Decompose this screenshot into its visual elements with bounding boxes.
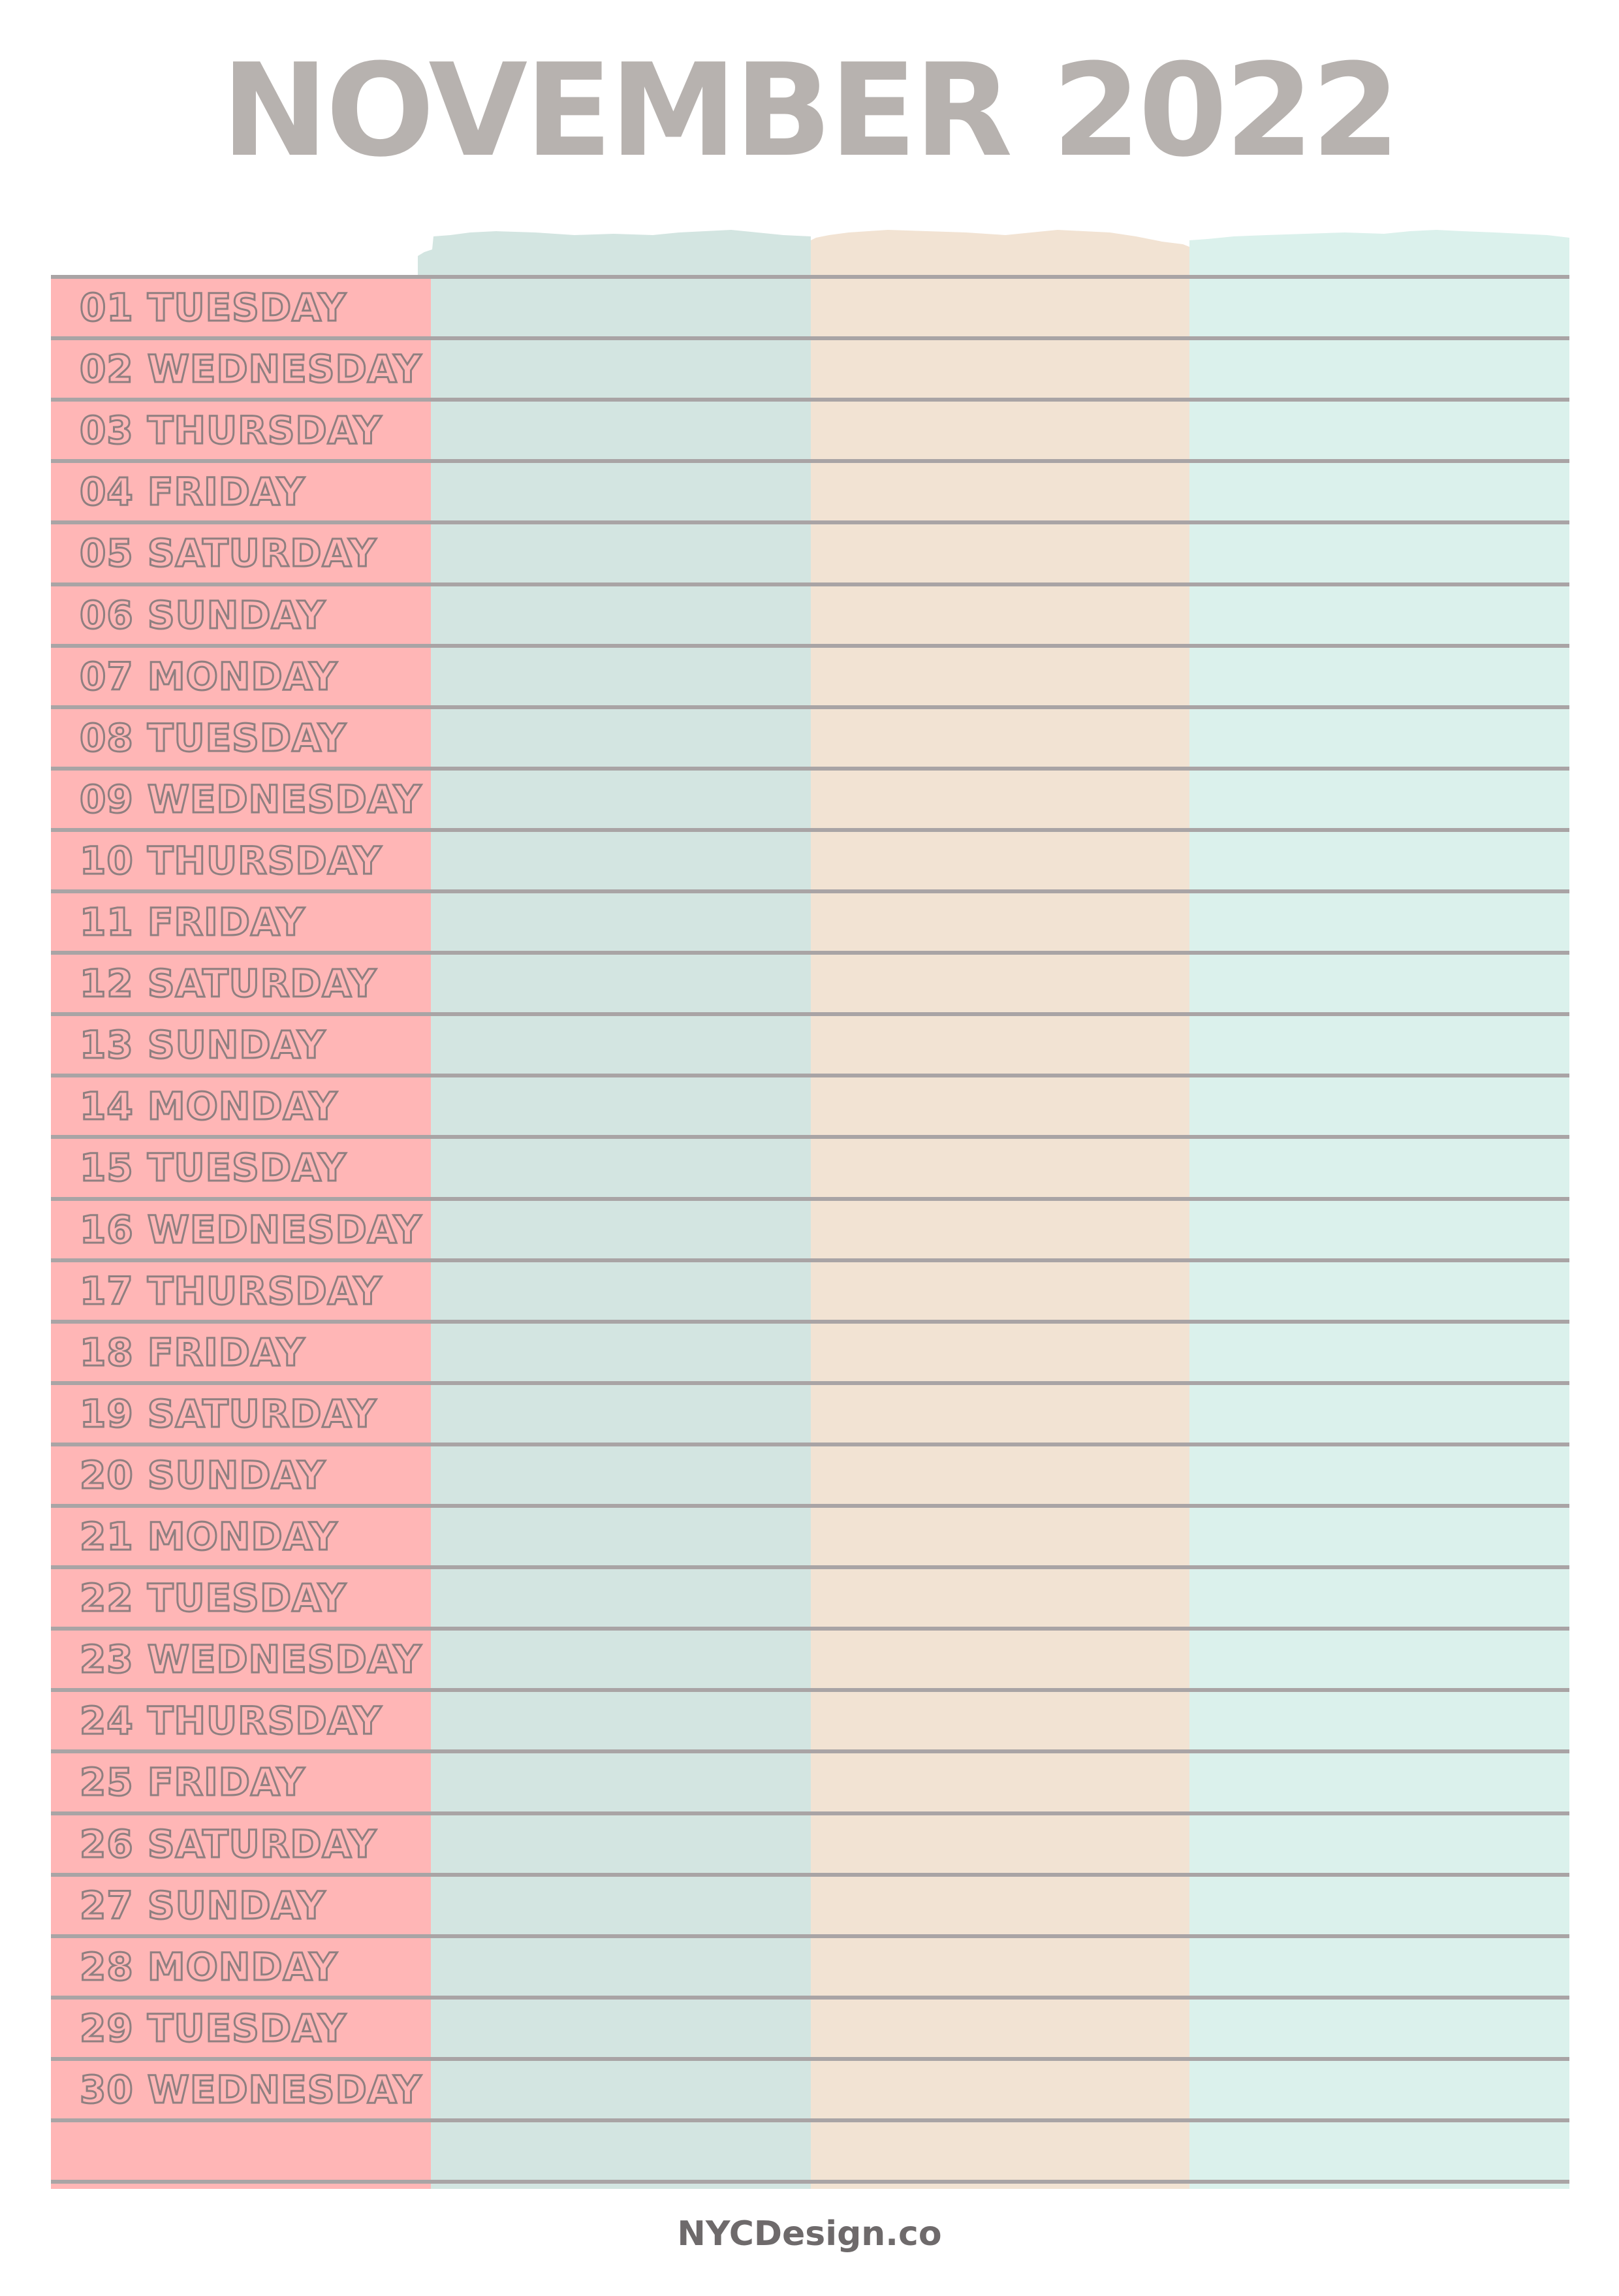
day-label: 05 SATURDAY — [80, 531, 377, 576]
day-label: 20 SUNDAY — [80, 1452, 326, 1497]
day-label: 29 TUESDAY — [80, 2005, 347, 2050]
day-label: 24 THURSDAY — [80, 1698, 383, 1744]
day-label: 28 MONDAY — [80, 1944, 338, 1989]
notes-column-2 — [811, 277, 1189, 2189]
day-label: 04 FRIDAY — [80, 470, 306, 515]
day-label: 01 TUESDAY — [80, 285, 347, 330]
day-label: 06 SUNDAY — [80, 592, 326, 637]
day-label: 12 SATURDAY — [80, 961, 377, 1006]
day-label: 10 THURSDAY — [80, 838, 383, 883]
day-label: 26 SATURDAY — [80, 1821, 377, 1866]
day-label: 16 WEDNESDAY — [80, 1207, 422, 1252]
page-title: NOVEMBER 2022 — [221, 37, 1398, 185]
day-label: 30 WEDNESDAY — [80, 2067, 422, 2112]
notes-column-1 — [431, 277, 811, 2189]
day-label: 22 TUESDAY — [80, 1576, 347, 1621]
day-label: 19 SATURDAY — [80, 1391, 377, 1436]
day-label: 21 MONDAY — [80, 1514, 338, 1559]
day-label: 23 WEDNESDAY — [80, 1637, 422, 1682]
day-label: 09 WEDNESDAY — [80, 776, 422, 821]
torn-paper-edge — [0, 0, 1619, 287]
day-label: 11 FRIDAY — [80, 900, 306, 944]
day-label: 02 WEDNESDAY — [80, 347, 422, 392]
day-label: 13 SUNDAY — [80, 1023, 326, 1068]
day-label: 17 THURSDAY — [80, 1268, 383, 1313]
day-label: 14 MONDAY — [80, 1084, 338, 1129]
day-label: 15 TUESDAY — [80, 1145, 347, 1190]
day-label: 08 TUESDAY — [80, 715, 347, 760]
day-label: 03 THURSDAY — [80, 408, 383, 453]
day-label: 07 MONDAY — [80, 654, 338, 699]
row-divider — [51, 2180, 1569, 2184]
footer-credit: NYCDesign.co — [677, 2214, 942, 2254]
notes-column-3 — [1189, 277, 1569, 2189]
day-label: 18 FRIDAY — [80, 1330, 306, 1375]
day-label: 25 FRIDAY — [80, 1760, 306, 1805]
day-label: 27 SUNDAY — [80, 1883, 326, 1928]
